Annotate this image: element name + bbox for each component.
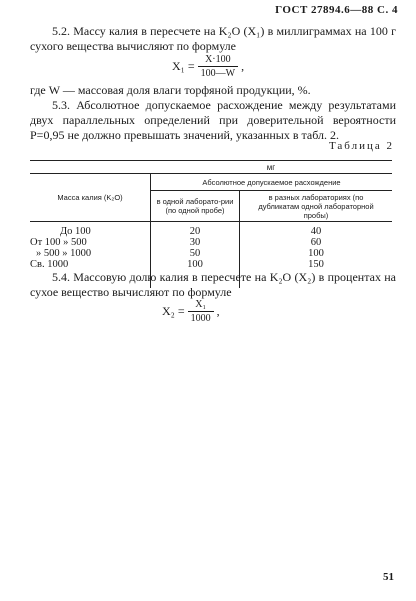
table-cell-diff: 40 — [310, 226, 322, 237]
table-cell-one: 20 — [189, 226, 201, 237]
table-caption: Таблица 2 — [328, 140, 394, 152]
page-number: 51 — [383, 571, 394, 583]
table-row-mass: От 100 » 500 — [30, 237, 87, 248]
where-clause: где W — массовая доля влаги торфяной продукции, %. — [30, 83, 311, 97]
formula-x2-tail: , — [216, 304, 220, 318]
paragraph-5-2: 5.2. Массу калия в пересчете на K₂O (X₁) в миллиграммах на 100 г сухого вещества вычисляют по формуле — [30, 24, 396, 53]
table-cell-diff: 150 — [308, 259, 324, 270]
table-cell-one: 30 — [189, 237, 201, 248]
formula-x2 — [162, 299, 220, 324]
table-row-mass: Св. 1000 — [30, 259, 69, 270]
formula-x2-denominator: 1000 — [188, 311, 214, 324]
formula-x2-fraction — [188, 299, 214, 324]
table-cell-diff: 60 — [310, 237, 322, 248]
formula-x1-numerator: X·100 — [205, 54, 231, 65]
formula-x2-numerator: X₁ — [195, 299, 206, 310]
formula-x1-fraction — [198, 54, 238, 79]
table-2 — [30, 160, 392, 288]
paragraph-5-3: 5.3. Абсолютное допускаемое расхождение между результатами двух параллельных определений при доверительной вероятности P=0,95 не должно превышать значений, указанных в табл. 2. — [30, 98, 396, 142]
header-abs: Абсолютное допускаемое расхождение — [151, 174, 393, 191]
formula-x1 — [172, 54, 244, 79]
formula-x1-lhs: X₁ = — [172, 59, 195, 73]
document-header: ГОСТ 27894.6—88 С. 4 — [275, 4, 398, 16]
table-row-mass: До 100 — [60, 226, 91, 237]
formula-x1-tail: , — [241, 59, 245, 73]
header-mass: Масса калия (K₂O) — [30, 174, 151, 222]
table-cell-one: 100 — [187, 259, 203, 270]
table-cell-one: 50 — [189, 248, 201, 259]
formula-x2-lhs: X₂ = — [162, 304, 185, 318]
header-diff-lab: в разных лабораториях (по дубликатам одной лабораторной пробы) — [240, 191, 393, 222]
header-one-lab: в одной лаборато-рии (по одной пробе) — [151, 191, 240, 222]
paragraph-5-4: 5.4. Массовую долю калия в пересчете на K₂O (X₂) в процентах на сухое вещество вычисляют по формуле — [30, 270, 396, 299]
table-unit: мг — [266, 162, 276, 172]
table-cell-diff: 100 — [308, 248, 324, 259]
table-row-mass: » 500 » 1000 — [36, 248, 92, 259]
formula-x1-denominator: 100—W — [198, 66, 238, 79]
